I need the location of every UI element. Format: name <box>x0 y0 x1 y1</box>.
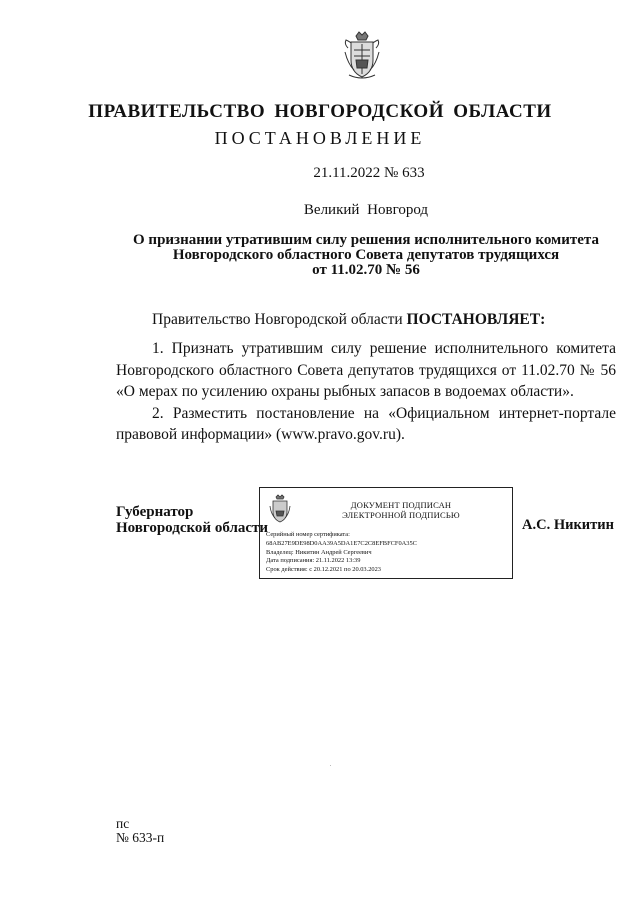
intro-prefix: Правительство Новгородской области <box>152 311 403 328</box>
document-body <box>116 338 616 446</box>
stamp-coat-of-arms-icon <box>268 494 292 524</box>
scan-speck <box>330 765 331 766</box>
stamp-signed-date: Дата подписания: 21.11.2022 13:39 <box>266 557 361 565</box>
document-title <box>100 233 632 278</box>
signer-position-line-1: Губернатор <box>116 504 194 520</box>
title-line-1: О признании утратившим силу решения исполнительного комитета <box>133 232 599 248</box>
stamp-heading-line-2: ЭЛЕКТРОННОЙ ПОДПИСЬЮ <box>342 510 460 520</box>
document-date-number: 21.11.2022 № 633 <box>313 165 425 181</box>
document-type: ПОСТАНОВЛЕНИЕ <box>214 128 426 148</box>
signer-position-line-2: Новгородской области <box>116 520 269 536</box>
document-city: Великий Новгород <box>303 202 429 218</box>
stamp-serial-value: 68AB27E9DE98D0AA39A5DA1E7C2C8EFBFCF0A35C <box>266 539 417 547</box>
intro-decree-word: ПОСТАНОВЛЯЕТ: <box>406 311 546 328</box>
title-line-2: Новгородского областного Совета депутатов трудящихся <box>172 247 560 263</box>
stamp-heading-line-1: ДОКУМЕНТ ПОДПИСАН <box>350 500 452 510</box>
electronic-signature-stamp <box>259 487 513 579</box>
signer-name: А.С. Никитин <box>522 517 614 533</box>
government-name: ПРАВИТЕЛЬСТВО НОВГОРОДСКОЙ ОБЛАСТИ <box>88 101 552 122</box>
coat-of-arms-icon <box>342 30 382 82</box>
intro-line <box>152 311 545 329</box>
signer-position <box>116 504 268 536</box>
title-line-3: от 11.02.70 № 56 <box>312 262 420 278</box>
footer-line-2: № 633-п <box>116 830 165 845</box>
stamp-details <box>266 531 417 575</box>
stamp-heading <box>306 500 496 520</box>
stamp-owner: Владелец: Никитин Андрей Сергеевич <box>266 548 372 556</box>
stamp-serial-label: Серийный номер сертификата: <box>266 531 350 538</box>
paragraph-1: 1. Признать утратившим силу решение исполнительного комитета Новгородского областного Совета депутатов трудящихся от 11.02.70 № 56 «О мерах по усилению охраны рыбных запасов в водоемах области». <box>116 340 616 400</box>
footer-line-1: пс <box>116 816 130 831</box>
document-footer <box>116 817 164 845</box>
stamp-validity: Срок действия: с 20.12.2021 по 20.03.2023 <box>266 566 382 574</box>
paragraph-2: 2. Разместить постановление на «Официальном интернет-портале правовой информации» (www.pravo.gov.ru). <box>116 404 616 443</box>
